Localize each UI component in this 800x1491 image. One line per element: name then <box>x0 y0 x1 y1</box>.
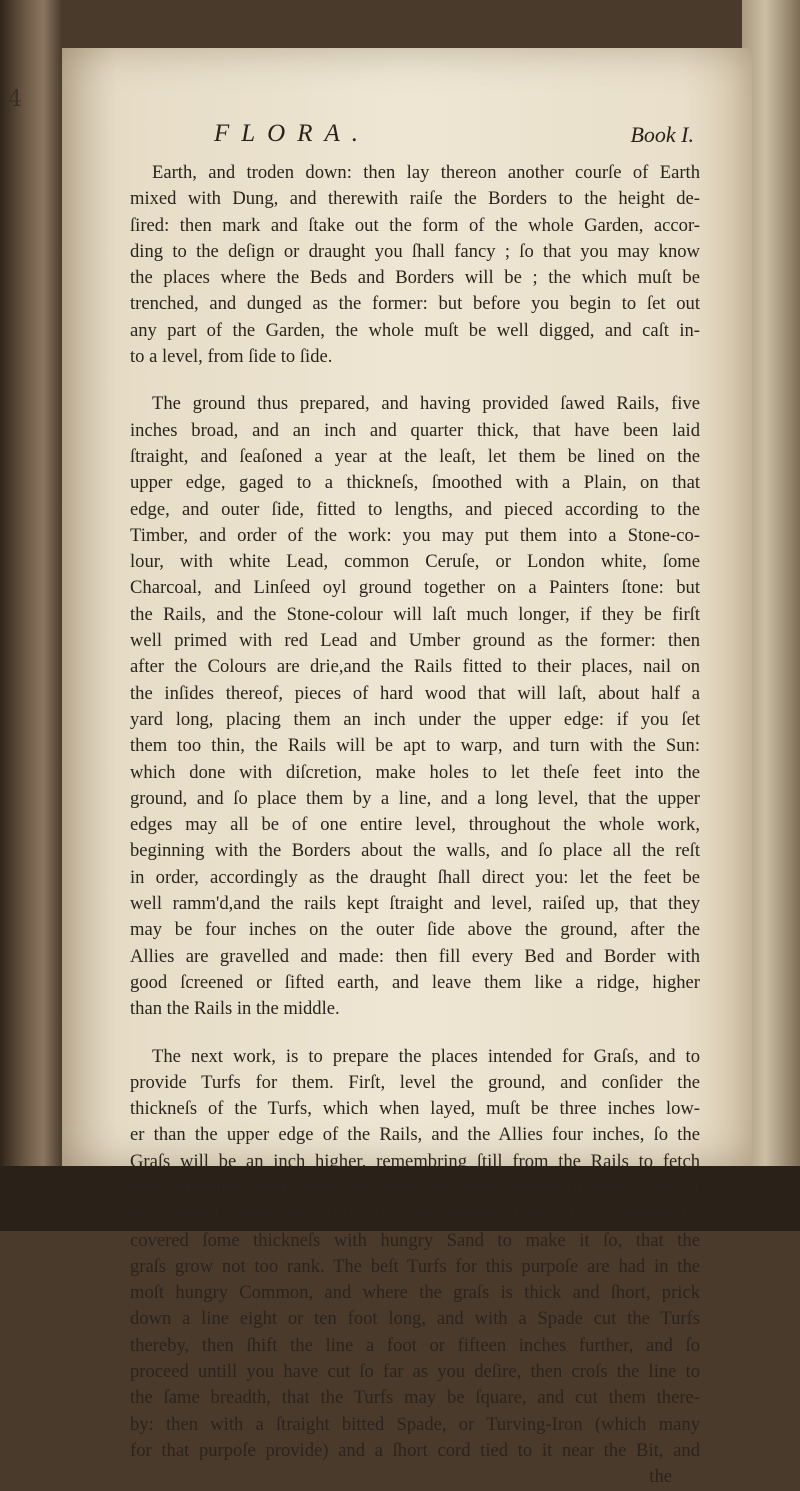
text-line: upper edge, gaged to a thickneſs, ſmoothed with a Plain, on that <box>130 472 700 494</box>
text-line: inches broad, and an inch and quarter thick, that have been laid <box>130 419 700 441</box>
text-line: the ſame breadth, that the Turfs may be ſquare, and cut them there- <box>130 1387 700 1409</box>
text-line: trenched, and dunged as the former: but before you begin to ſet out <box>130 293 700 315</box>
page-header <box>214 120 694 150</box>
text-line: ſired: then mark and ſtake out the form of the whole Garden, accor- <box>130 214 700 236</box>
book-number: Book I. <box>630 122 694 147</box>
text-line: er than the upper edge of the Rails, and the Allies four inches, ſo the <box>130 1124 700 1146</box>
text-line: them too thin, the Rails will be apt to warp, and turn with the Sun: <box>130 735 700 757</box>
text-line: lour, with white Lead, common Ceruſe, or London white, ſome <box>130 551 700 573</box>
paragraph <box>130 391 700 1022</box>
text-line: edge, and outer ſide, fitted to lengths, and pieced according to the <box>130 498 700 520</box>
text-line: after the Colours are drie,and the Rails fitted to their places, nail on <box>130 656 700 678</box>
text-line: moſt hungry Common, and where the graſs is thick and ſhort, prick <box>130 1282 700 1304</box>
text-line: to a level, from ſide to ſide. <box>130 346 333 368</box>
text-line: Earth, and troden down: then lay thereon another courſe of Earth <box>152 162 700 183</box>
text-line: good ſcreened or ſifted earth, and leave them like a ridge, higher <box>130 971 700 993</box>
catchword: the <box>649 1466 672 1488</box>
text-line: edges may all be of one entire level, throughout the whole work, <box>130 814 700 836</box>
text-line: your meaſures, and level, to keep the whole work in order; and if <box>130 1176 700 1198</box>
text-line: The next work, is to prepare the places intended for Graſs, and to <box>152 1045 700 1067</box>
text-line: beginning with the Borders about the walls, and ſo place all the reſt <box>130 840 700 862</box>
text-line: in order, accordingly as the draught ſhall direct you: let the feet be <box>130 866 700 888</box>
text-line: well ramm'd,and the rails kept ſtraight and level, raiſed up, that they <box>130 893 700 915</box>
text-line: Charcoal, and Linſeed oyl ground together on a Painters ſtone: but <box>130 577 700 599</box>
text-line: ſtraight, and ſeaſoned a year at the leaſt, let them be lined on the <box>130 445 700 467</box>
text-line: the places where the Beds and Borders will be ; the which muſt be <box>130 267 700 289</box>
text-line: ding to the deſign or draught you ſhall fancy ; ſo that you may know <box>130 240 700 262</box>
text-line: ground, and ſo place them by a line, and a long level, that the upper <box>130 787 700 809</box>
text-line: which done with diſcretion, make holes to let theſe feet into the <box>130 761 700 783</box>
text-line: provide Turfs for them. Firſt, level the ground, and conſider the <box>130 1071 700 1093</box>
text-line: well primed with red Lead and Umber ground as the former: then <box>130 630 700 652</box>
margin-marker: 4 <box>8 87 22 112</box>
text-line: by: then with a ſtraight bitted Spade, or Turving-Iron (which many <box>130 1413 700 1435</box>
text-line: thickneſs of the Turfs, which when layed, muſt be three inches low- <box>130 1098 700 1120</box>
text-line: covered ſome thickneſs with hungry Sand to make it ſo, that the <box>130 1229 700 1251</box>
paragraph <box>130 160 700 370</box>
running-title: FLORA. <box>214 120 371 147</box>
book-spine <box>0 0 62 1231</box>
text-line: than the Rails in the middle. <box>130 998 340 1020</box>
text-line: graſs grow not too rank. The beſt Turfs for this purpoſe are had in the <box>130 1255 700 1277</box>
text-line: proceed untill you have cut ſo far as you deſire, then croſs the line to <box>130 1361 700 1383</box>
body-text <box>130 160 700 1491</box>
text-line: mixed with Dung, and therewith raiſe the Borders to the height de- <box>130 188 700 210</box>
text-line: Timber, and order of the work: you may put them into a Stone-co- <box>130 524 700 546</box>
text-line: Allies are gravelled and made: then fill every Bed and Border with <box>130 945 700 967</box>
text-line: the Rails, and the Stone-colour will laſt much longer, if they be firſt <box>130 603 700 625</box>
text-line: thereby, then ſhift the line a foot or fifteen inches further, and ſo <box>130 1334 700 1356</box>
text-line: down a line eight or ten foot long, and with a Spade cut the Turfs <box>130 1308 700 1330</box>
text-line: the ground under the Turfs be not barren of it ſelf, it ſhould be <box>130 1203 700 1225</box>
text-line: Graſs will be an inch higher, remembring ſtill from the Rails to fetch <box>130 1150 700 1172</box>
text-line: for that purpoſe provide) and a ſhort cord tied to it near the Bit, and <box>130 1439 700 1461</box>
text-line: any part of the Garden, the whole muſt be well digged, and caſt in- <box>130 319 700 341</box>
text-line: The ground thus prepared, and having provided ſawed Rails, five <box>152 393 700 415</box>
text-line: the inſides thereof, pieces of hard wood that will laſt, about half a <box>130 682 700 704</box>
paragraph <box>130 1044 700 1465</box>
text-line: may be four inches on the outer ſide above the ground, after the <box>130 919 700 941</box>
text-line: yard long, placing them an inch under the upper edge: if you ſet <box>130 708 700 730</box>
